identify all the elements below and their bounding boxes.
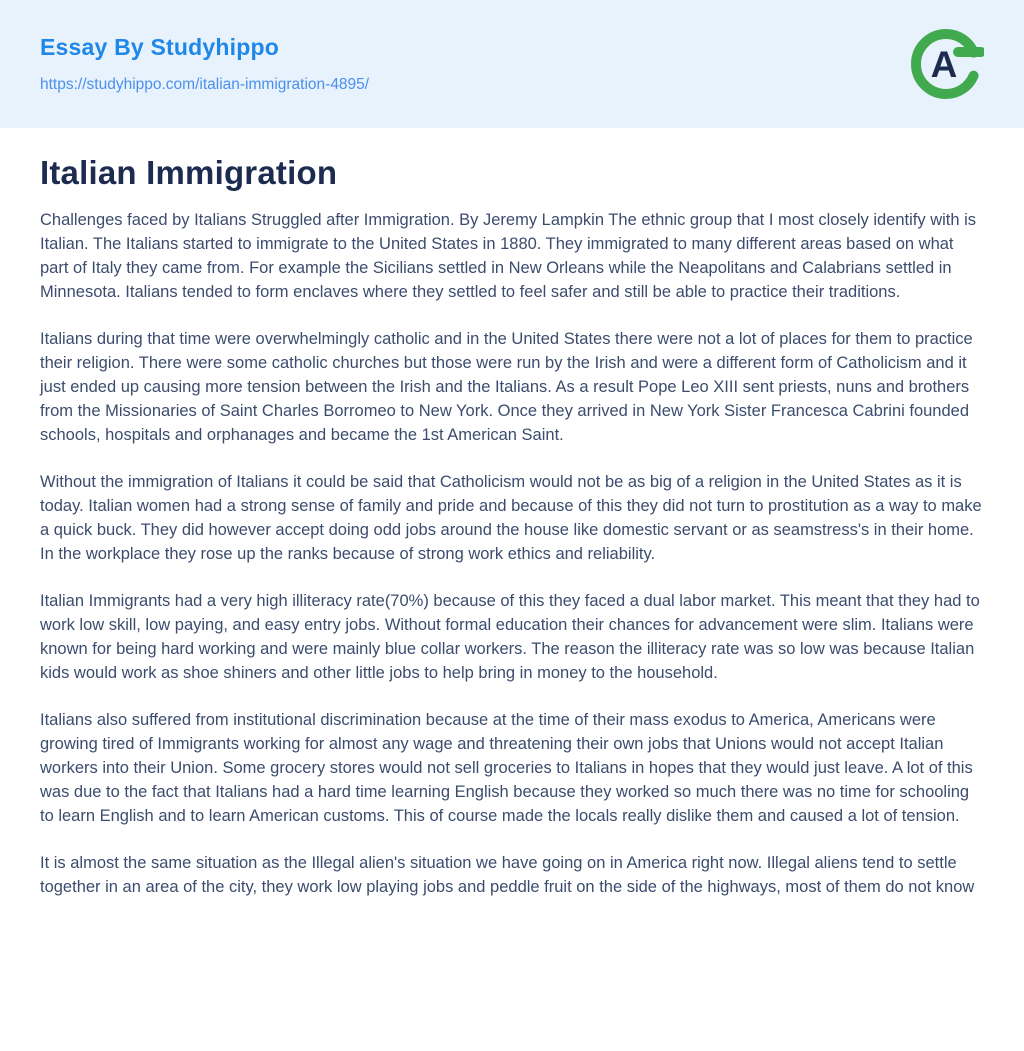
header-text-block (40, 34, 369, 94)
essay-url-link[interactable]: https://studyhippo.com/italian-immigration-4895/ (40, 75, 370, 93)
logo-letter: A (930, 44, 958, 85)
essay-paragraph-6: It is almost the same situation as the Illegal alien's situation we have going on in America right now. Illegal aliens tend to settle together in an area of the city, they work low playing jobs and peddle fruit on the side of the highways, most of them do not know (40, 854, 975, 896)
essay-paragraph-3: Without the immigration of Italians it could be said that Catholicism would not be as big of a religion in the United States as it is today. Italian women had a strong sense of family and pride and because of this they did not turn to prostitution as a way to make a quick buck. They did however accept doing odd jobs around the house like domestic servant or as seamstress's in their home. In the workplace they rose up the ranks because of strong work ethics and reliability. (40, 473, 982, 563)
site-title: Essay By Studyhippo (40, 34, 279, 61)
studyhippo-logo (908, 26, 984, 102)
essay-paragraph-2: Italians during that time were overwhelmingly catholic and in the United States there were not a lot of places for them to practice their religion. There were some catholic churches but those were run by the Irish and were a different form of Catholicism and it just ended up causing more tension between the Irish and the Italians. As a result Pope Leo XIII sent priests, nuns and brothers from the Missionaries of Saint Charles Borromeo to New York. Once they arrived in New York Sister Francesca Cabrini founded schools, hospitals and orphanages and became the 1st American Saint. (40, 330, 973, 444)
essay-paragraph-5: Italians also suffered from institutional discrimination because at the time of their mass exodus to America, Americans were growing tired of Immigrants working for almost any wage and threatening their own jobs that Unions would not accept Italian workers into their Union. Some grocery stores would not sell groceries to Italians in hopes that they would just leave. A lot of this was due to the fact that Italians had a hard time learning English because they worked so much there was no time for schooling to learn English and to learn American customs. This of course made the locals really dislike them and caused a lot of tension. (40, 711, 973, 825)
essay-paragraph-4: Italian Immigrants had a very high illiteracy rate(70%) because of this they faced a dual labor market. This meant that they had to work low skill, low paying, and easy entry jobs. Without formal education their chances for advancement were slim. Italians were known for being hard working and were mainly blue collar workers. The reason the illiteracy rate was so low was because Italian kids would work as shoe shiners and other little jobs to help bring in money to the household. (40, 592, 980, 682)
page-header (0, 0, 1024, 128)
essay-paragraph-1: Challenges faced by Italians Struggled after Immigration. By Jeremy Lampkin The ethnic group that I most closely identify with is Italian. The Italians started to immigrate to the United States in 1880. They immigrated to many different areas based on what part of Italy they came from. For example the Sicilians settled in New Orleans while the Neapolitans and Calabrians settled in Minnesota. Italians tended to form enclaves where they settled to feel safer and still be able to practice their traditions. (40, 211, 977, 301)
essay-content (0, 128, 1024, 899)
essay-title: Italian Immigration (40, 154, 338, 191)
logo-ring-icon (908, 26, 984, 102)
